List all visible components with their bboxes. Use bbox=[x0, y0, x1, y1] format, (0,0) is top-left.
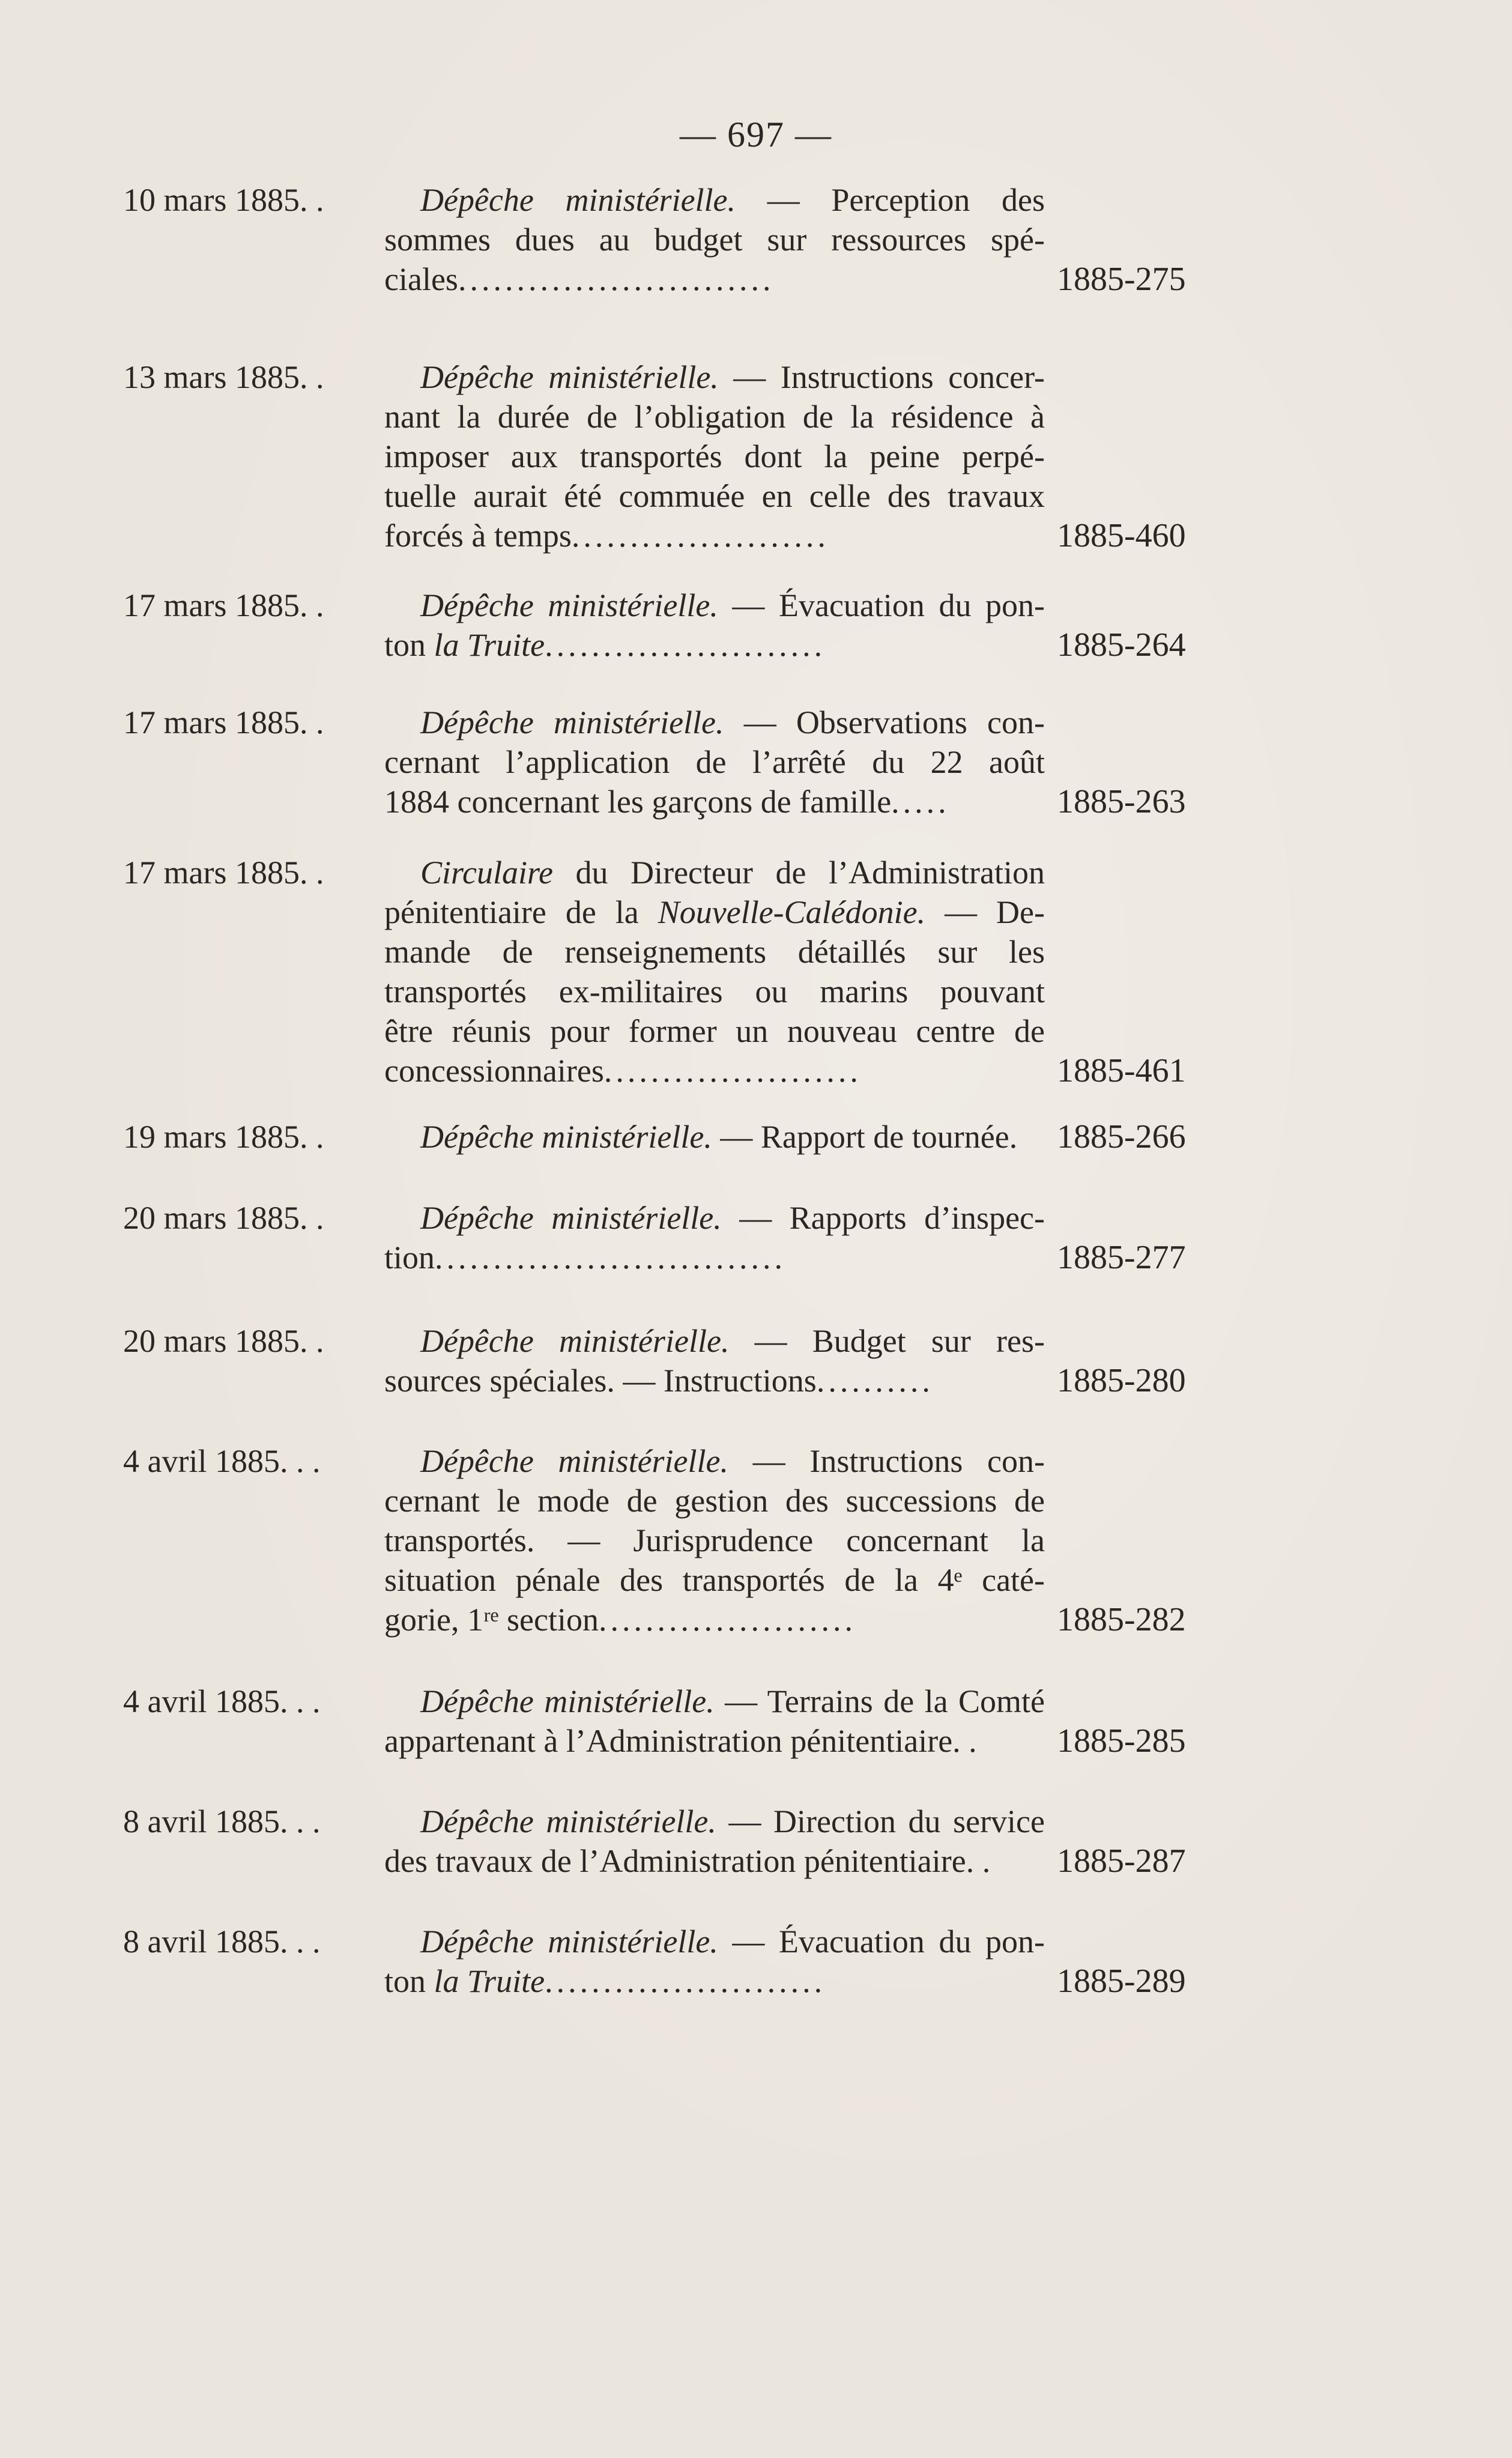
entry-date: 17 mars 1885. . bbox=[123, 587, 324, 623]
entry-reference: 1885-263 bbox=[1057, 783, 1186, 820]
entry-description bbox=[384, 1198, 1045, 1277]
entry-reference: 1885-460 bbox=[1057, 517, 1186, 554]
italic-title: Dépêche ministérielle. bbox=[420, 359, 719, 395]
line-text: — Évacuation du pon- bbox=[718, 1924, 1045, 1960]
line-text: — Évacuation du pon- bbox=[718, 587, 1045, 623]
italic-title: Dépêche ministérielle. bbox=[420, 1803, 716, 1839]
page-number: — 697 — bbox=[680, 115, 832, 154]
line-text: être réunis pour former un nouveau centre de bbox=[384, 1013, 1045, 1049]
italic-name: la Truite bbox=[434, 1963, 545, 1999]
entry-description bbox=[384, 180, 1045, 299]
description-line bbox=[384, 1441, 1045, 1481]
line-text: — Observations con- bbox=[724, 704, 1045, 740]
leader-dots: ........................ bbox=[545, 1963, 826, 1999]
entry-reference: 1885-277 bbox=[1057, 1239, 1186, 1276]
description-line bbox=[384, 1682, 1045, 1721]
entry-reference: 1885-280 bbox=[1057, 1362, 1186, 1399]
entry-date: 19 mars 1885. . bbox=[123, 1119, 324, 1155]
description-line bbox=[384, 1238, 1045, 1277]
entry-date: 8 avril 1885. . . bbox=[123, 1803, 321, 1839]
description-line bbox=[384, 782, 1045, 822]
entry-date: 10 mars 1885. . bbox=[123, 182, 324, 218]
entry-description bbox=[384, 586, 1045, 665]
description-line bbox=[384, 1961, 1045, 2001]
leader-dots: ...................... bbox=[603, 1053, 862, 1089]
line-text-continued: — De- bbox=[925, 894, 1045, 930]
entry-reference: 1885-461 bbox=[1057, 1052, 1186, 1089]
description-line bbox=[384, 892, 1045, 932]
line-text: sommes dues au budget sur ressources spé- bbox=[384, 222, 1045, 258]
line-text: tuelle aurait été commuée en celle des travaux bbox=[384, 478, 1045, 514]
line-text: gorie, 1ʳᵉ section bbox=[384, 1602, 599, 1638]
description-line bbox=[384, 1521, 1045, 1560]
entry-description bbox=[384, 357, 1045, 555]
italic-title: Dépêche ministérielle. bbox=[420, 1200, 722, 1236]
entry-reference: 1885-282 bbox=[1057, 1601, 1186, 1638]
entry-reference: 1885-287 bbox=[1057, 1842, 1186, 1880]
entry-description bbox=[384, 1922, 1045, 2001]
description-line bbox=[384, 742, 1045, 782]
line-text: transportés. — Jurisprudence concernant la bbox=[384, 1522, 1045, 1558]
line-text: appartenant à l’Administration pénitentiaire. . bbox=[384, 1723, 977, 1759]
line-text: cernant l’application de l’arrêté du 22 août bbox=[384, 744, 1045, 780]
entry-date: 20 mars 1885. . bbox=[123, 1323, 324, 1359]
line-text: pénitentiaire de la bbox=[384, 894, 658, 930]
entry-description bbox=[384, 1682, 1045, 1761]
entry-description bbox=[384, 703, 1045, 822]
entry-description bbox=[384, 853, 1045, 1091]
description-line bbox=[384, 1011, 1045, 1051]
description-line bbox=[384, 1051, 1045, 1091]
description-line bbox=[384, 703, 1045, 742]
description-line bbox=[384, 1560, 1045, 1600]
description-line bbox=[384, 1802, 1045, 1841]
line-text: ciales bbox=[384, 261, 458, 297]
italic-title: Dépêche ministérielle. bbox=[420, 704, 724, 740]
entry-date: 8 avril 1885. . . bbox=[123, 1924, 321, 1960]
line-text: — Direction du service bbox=[716, 1803, 1045, 1839]
line-text: forcés à temps bbox=[384, 518, 572, 554]
line-text: ton bbox=[384, 627, 434, 663]
entry-date: 4 avril 1885. . . bbox=[123, 1443, 321, 1479]
line-text: du Directeur de l’Administration bbox=[552, 855, 1045, 891]
entry-description bbox=[384, 1441, 1045, 1639]
line-text: — Perception des bbox=[736, 182, 1045, 218]
italic-name: Nouvelle-Calédonie. bbox=[658, 894, 926, 930]
entry-reference: 1885-266 bbox=[1057, 1118, 1186, 1155]
italic-title: Dépêche ministérielle. bbox=[420, 1683, 715, 1719]
description-line bbox=[384, 397, 1045, 437]
line-text: 1884 concernant les garçons de famille bbox=[384, 784, 892, 820]
leader-dots: ...................... bbox=[599, 1602, 856, 1638]
entry-reference: 1885-289 bbox=[1057, 1963, 1186, 2000]
italic-title: Circulaire bbox=[420, 855, 553, 891]
description-line bbox=[384, 1361, 1045, 1400]
description-line bbox=[384, 1117, 1045, 1157]
description-line bbox=[384, 1321, 1045, 1361]
entry-date: 17 mars 1885. . bbox=[123, 855, 324, 891]
entry-date: 17 mars 1885. . bbox=[123, 704, 324, 740]
description-line bbox=[384, 972, 1045, 1011]
line-text: — Rapports d’inspec- bbox=[721, 1200, 1045, 1236]
description-line bbox=[384, 1600, 1045, 1639]
line-text: des travaux de l’Administration pénitentiaire. . bbox=[384, 1843, 991, 1879]
leader-dots: ...................... bbox=[571, 518, 829, 554]
leader-dots: ........................ bbox=[545, 627, 826, 663]
line-text: concessionnaires bbox=[384, 1053, 604, 1089]
line-text: cernant le mode de gestion des successions de bbox=[384, 1483, 1045, 1519]
leader-dots: ..... bbox=[891, 784, 950, 820]
entry-description bbox=[384, 1117, 1045, 1157]
italic-title: Dépêche ministérielle. bbox=[420, 1323, 730, 1359]
description-line bbox=[384, 516, 1045, 555]
description-line bbox=[384, 220, 1045, 259]
line-text: tion bbox=[384, 1240, 435, 1276]
leader-dots: ........................... bbox=[458, 261, 775, 297]
entry-date: 20 mars 1885. . bbox=[123, 1200, 324, 1236]
description-line bbox=[384, 437, 1045, 476]
line-text: — Budget sur res- bbox=[729, 1323, 1045, 1359]
description-line bbox=[384, 1481, 1045, 1521]
line-text: — Instructions concer- bbox=[718, 359, 1045, 395]
description-line bbox=[384, 586, 1045, 625]
entry-reference: 1885-264 bbox=[1057, 626, 1186, 664]
entry-description bbox=[384, 1802, 1045, 1881]
italic-title: Dépêche ministérielle. bbox=[420, 1119, 712, 1155]
line-text: mande de renseignements détaillés sur les bbox=[384, 934, 1045, 970]
line-text: — Rapport de tournée. bbox=[712, 1119, 1018, 1155]
entry-reference: 1885-275 bbox=[1057, 261, 1186, 298]
line-text: sources spéciales. — Instructions bbox=[384, 1363, 817, 1399]
line-text: — Instructions con- bbox=[728, 1443, 1045, 1479]
entry-description bbox=[384, 1321, 1045, 1400]
italic-title: Dépêche ministérielle. bbox=[420, 1924, 718, 1960]
description-line bbox=[384, 476, 1045, 516]
line-text: imposer aux transportés dont la peine perpé- bbox=[384, 438, 1045, 474]
description-line bbox=[384, 357, 1045, 397]
italic-name: la Truite bbox=[434, 627, 545, 663]
entry-reference: 1885-285 bbox=[1057, 1722, 1186, 1760]
entry-date: 4 avril 1885. . . bbox=[123, 1683, 321, 1719]
description-line bbox=[384, 1198, 1045, 1238]
line-text: — Terrains de la Comté bbox=[714, 1683, 1045, 1719]
entry-date: 13 mars 1885. . bbox=[123, 359, 324, 395]
description-line bbox=[384, 180, 1045, 220]
leader-dots: .......... bbox=[816, 1363, 934, 1399]
description-line bbox=[384, 1841, 1045, 1881]
italic-title: Dépêche ministérielle. bbox=[420, 182, 736, 218]
description-line bbox=[384, 625, 1045, 665]
italic-title: Dépêche ministérielle. bbox=[420, 1443, 729, 1479]
leader-dots: .............................. bbox=[435, 1240, 787, 1276]
description-line bbox=[384, 853, 1045, 892]
italic-title: Dépêche ministérielle. bbox=[420, 587, 718, 623]
line-text: situation pénale des transportés de la 4ᵉ caté- bbox=[384, 1562, 1045, 1598]
line-text: nant la durée de l’obligation de la résidence à bbox=[384, 399, 1045, 435]
description-line bbox=[384, 1922, 1045, 1961]
line-text: transportés ex-militaires ou marins pouvant bbox=[384, 973, 1045, 1010]
description-line bbox=[384, 259, 1045, 299]
description-line bbox=[384, 932, 1045, 972]
description-line bbox=[384, 1721, 1045, 1761]
line-text: ton bbox=[384, 1963, 434, 1999]
